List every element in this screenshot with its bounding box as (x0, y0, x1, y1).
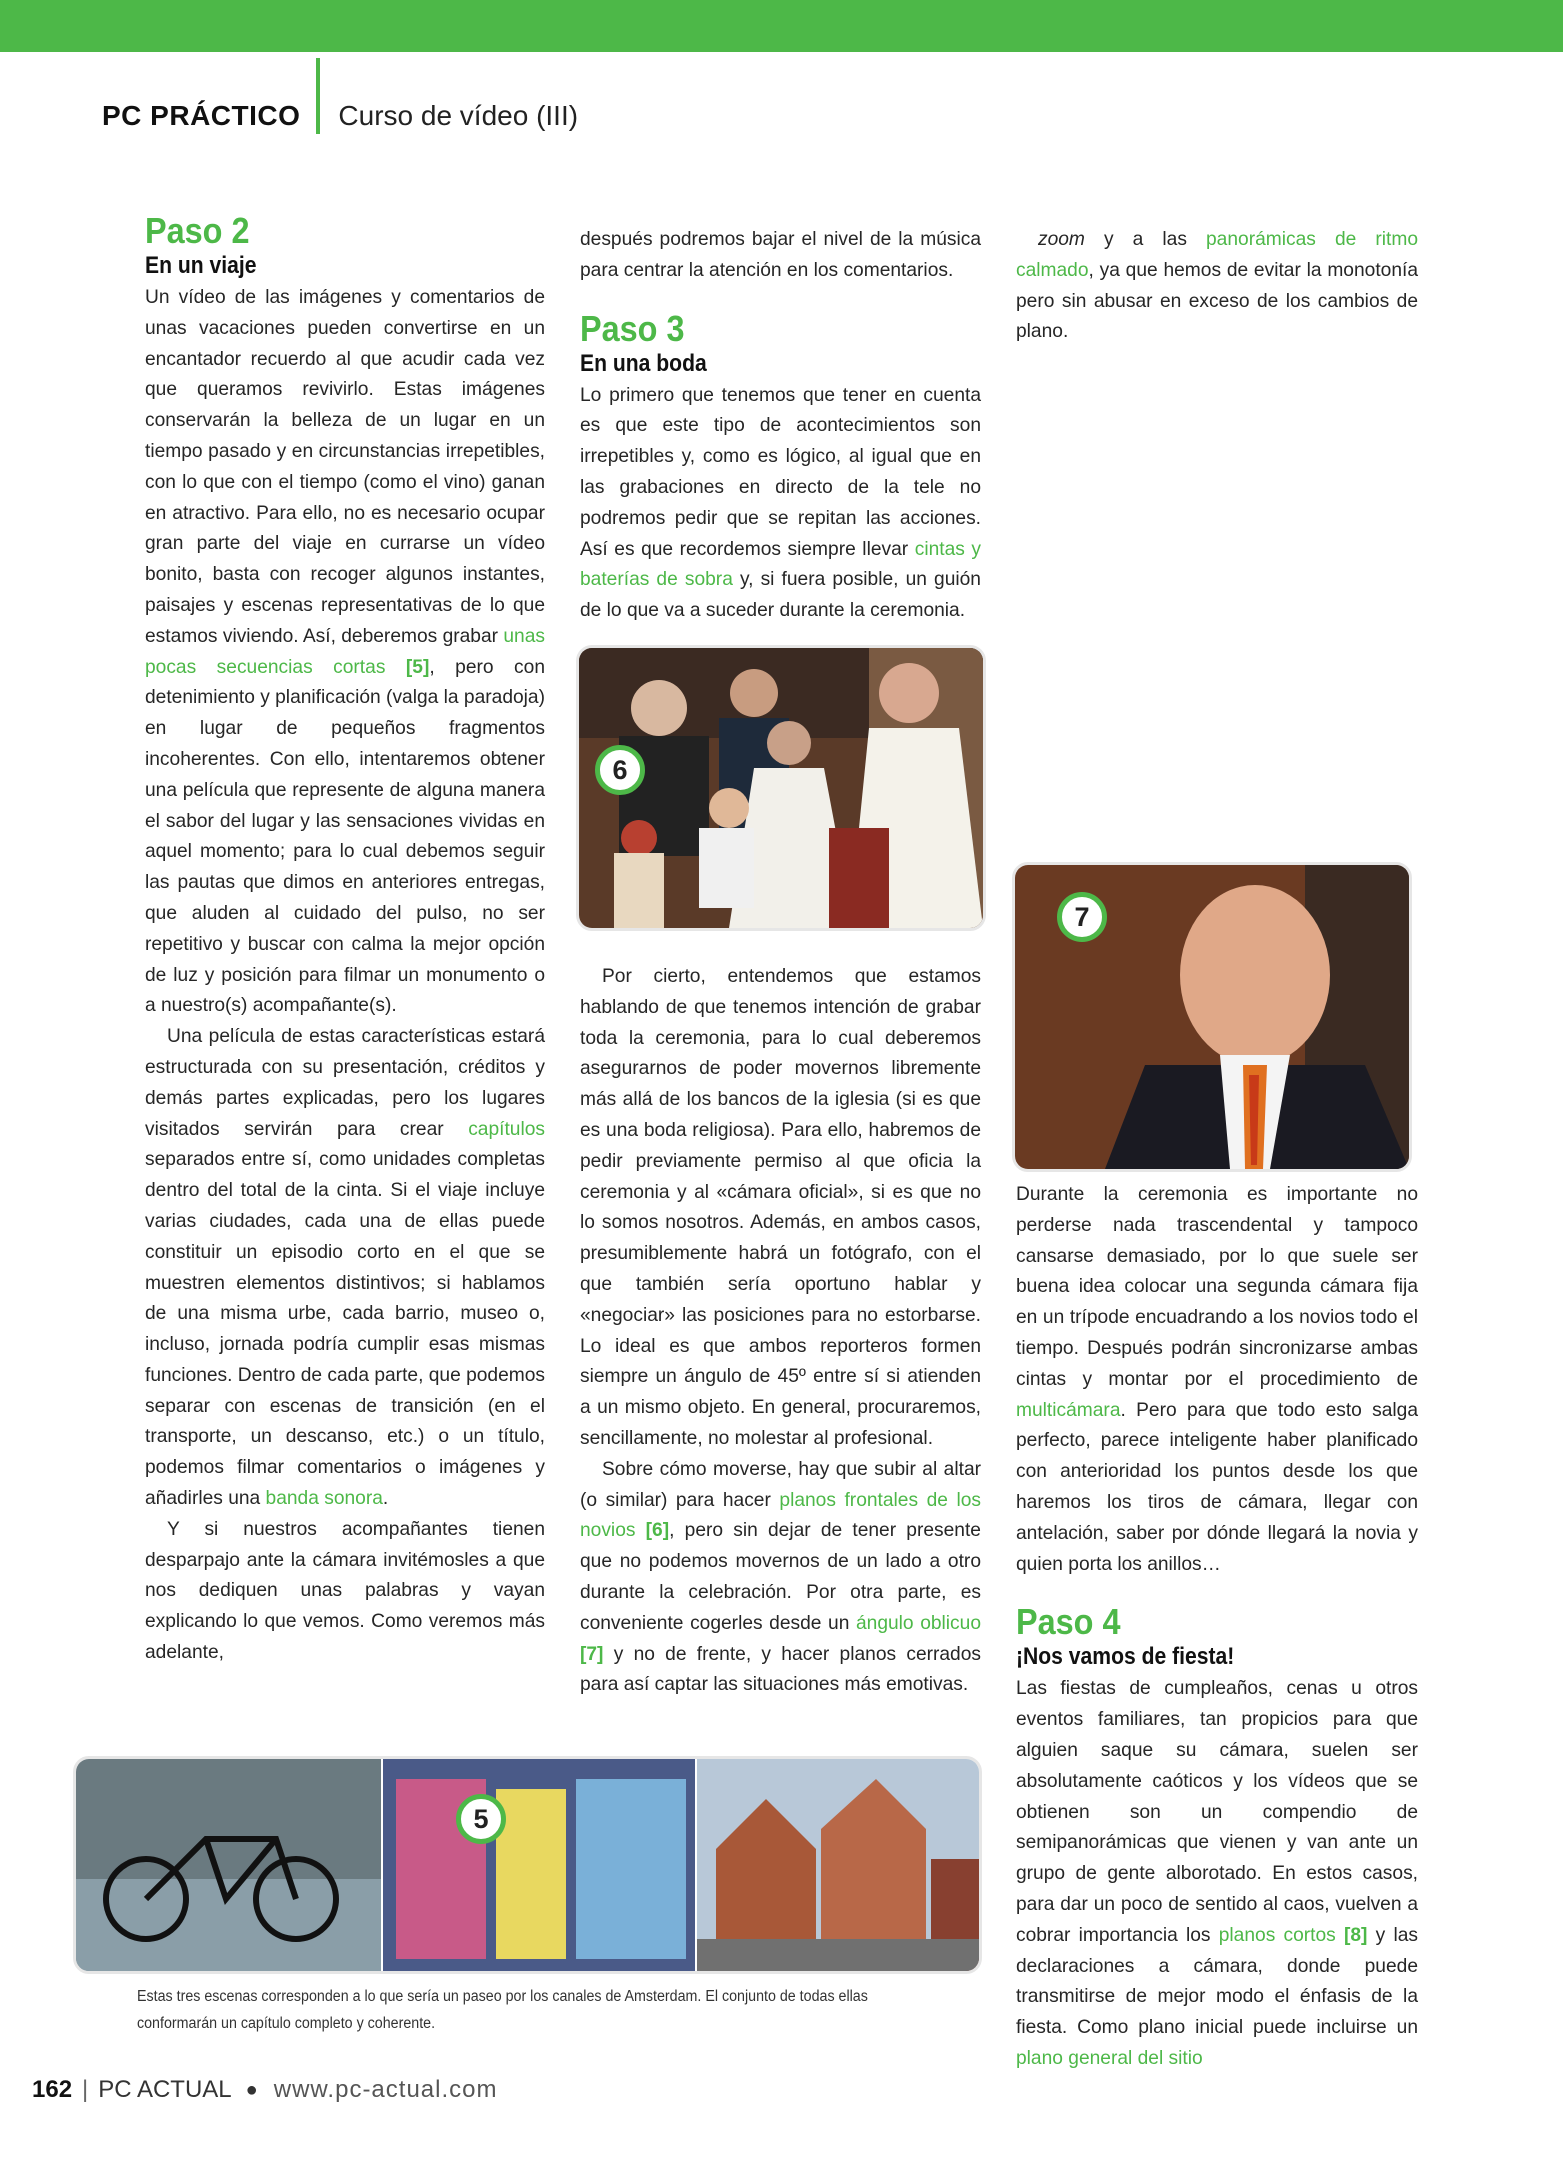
figure-badge-7: 7 (1057, 892, 1107, 942)
paragraph: Un vídeo de las imágenes y comentarios de unas vacaciones pueden convertirse en un encantador recuerdo al que acudir cada vez que queramos revivirlo. Estas imágenes conservarán la belleza de un lugar en un tiempo pasado y en circunstancias irrepetibles, con lo que con el tiempo (como el vino) ganan en atractivo. Para ello, no es necesario ocupar gran parte del viaje en currarse un vídeo bonito, basta con recoger algunos instantes, paisajes y escenas representativas de lo que estamos viviendo. Así, deberemos grabar unas pocas secuencias cortas [5], pero con detenimiento y planificación (valga la paradoja) en lugar de pequeños fragmentos incoherentes. Con ello, intentaremos obtener una película que represente de alguna manera el sabor del lugar y las sensaciones vividas en aquel momento; para lo cual debemos seguir las pautas que dimos en anteriores entregas, que aluden al cuidado del pulso, no ser repetitivo y buscar con calma la mejor opción de luz y posición para filmar un monumento o a nuestro(s) acompañante(s). (145, 287, 545, 1017)
page-footer (32, 2076, 497, 2104)
figure-ref: [6] (645, 1520, 670, 1542)
footer-separator: | (82, 2076, 89, 2103)
figure-ref: [8] (1343, 1924, 1368, 1946)
paragraph: Una película de estas características estará estructurada con su presentación, créditos y demás partes explicadas, pero los lugares visitados servirán para crear capítulos separados entre sí, como unidades completas dentro del total de la cinta. Si el viaje incluye varias ciudades, cada una de ellas puede constituir un episodio corto en el que se muestren elementos distintivos; si hablamos de una misma urbe, cada barrio, museo o, incluso, jornada podría cumplir esas mismas funciones. Dentro de cada parte, que podemos separar con escenas de transición (en el transporte, un descanso, etc.) o un título, podemos filmar comentarios o imágenes y añadirles una banda sonora. (145, 1026, 546, 1510)
paragraph: Lo primero que tenemos que tener en cuenta es que este tipo de acontecimientos son irrepetibles y, como es lógico, al igual que en las grabaciones en directo de la tele no podremos pedir que se repitan las acciones. Así es que recordemos siempre llevar cintas y baterías de sobra y, si fuera posible, un guión de lo que va a suceder durante la ceremonia. (580, 384, 981, 622)
step-2-heading: Paso 2 (145, 210, 250, 251)
step-3-heading: Paso 3 (580, 307, 685, 349)
highlight-link: cintas y baterías de sobra (580, 538, 981, 591)
step-4-heading: Paso 4 (1016, 1601, 1121, 1643)
section-label: PC PRÁCTICO (102, 100, 301, 131)
step-2-subheading: En un viaje (145, 252, 257, 279)
figure-badge-6: 6 (595, 745, 645, 795)
bullet-icon: ● (245, 2078, 258, 2101)
paragraph: Por cierto, entendemos que estamos hablando de que tenemos intención de grabar toda la ceremonia, para lo cual deberemos asegurarnos de poder movernos libremente más allá de los bancos de la iglesia (si es que es una boda religiosa). Para ello, habremos de pedir previamente permiso al que oficia la ceremonia y al «cámara oficial», si es que no lo somos nosotros. Además, en ambos casos, presumiblemente habrá un fotógrafo, con el que también sería oportuno hablar y «negociar» las posiciones para no estorbarse. Lo ideal es que ambos reporteros formen siempre un ángulo de 45º entre sí si atienden a un mismo objeto. En general, procuraremos, sencillamente, no molestar al profesional. (580, 966, 981, 1449)
column-3-lower (1016, 1180, 1418, 2075)
paragraph: después podremos bajar el nivel de la música para centrar la atención en los comentarios. (580, 229, 981, 281)
page-number: 162 (32, 2076, 73, 2103)
website-url[interactable]: www.pc-actual.com (273, 2076, 498, 2103)
wedding-photo (576, 645, 986, 931)
top-green-bar (0, 0, 1563, 52)
paragraph: zoom y a las panorámicas de ritmo calmado, ya que hemos de evitar la monotonía pero sin abusar en exceso de los cambios de plano. (1016, 229, 1418, 343)
highlight-link: banda sonora (265, 1488, 383, 1510)
header-divider (316, 58, 320, 134)
emphasis: zoom (1038, 229, 1085, 250)
step-3-subheading: En una boda (580, 349, 707, 377)
paragraph: Las fiestas de cumpleaños, cenas u otros eventos familiares, tan propicios para que alguien saque su cámara, suelen ser absolutamente caóticos y los vídeos que se obtienen son un compendio de semipanorámicas que vienen y van ante un grupo de gente alborotado. En estos casos, para dar un poco de sentido al caos, vuelven a cobrar importancia los planos cortos [8] y las declaraciones a cámara, donde puede transmitirse de mejor modo el énfasis de la fiesta. Como plano inicial puede incluirse un plano general del sitio (1016, 1678, 1418, 2069)
column-2-lower (580, 962, 981, 1701)
page-header (102, 96, 578, 136)
amsterdam-photo-illustration (76, 1759, 979, 1971)
highlight-link: plano general del sitio (1016, 2047, 1203, 2069)
figure-ref: [7] (580, 1643, 604, 1665)
wedding-photo-illustration (579, 648, 983, 928)
highlight-link: planos cortos (1218, 1924, 1336, 1946)
column-1 (145, 211, 545, 1669)
paragraph: Y si nuestros acompañantes tienen desparpajo ante la cámara invitémosles a que nos dediquen unas palabras y vayan explicando lo que vemos. Como veremos más adelante, (145, 1518, 545, 1664)
highlight-link: planos frontales de los novios (580, 1489, 981, 1542)
highlight-link: unas pocas secuencias cortas (145, 625, 545, 678)
article-title: Curso de vídeo (III) (338, 100, 579, 131)
photo-caption: Estas tres escenas corresponden a lo que sería un paseo por los canales de Amsterdam. El conjunto de todas ellas conformarán un capítulo completo y coherente. (137, 1988, 868, 2032)
highlight-link: panorámicas de ritmo calmado (1016, 229, 1418, 281)
figure-ref: [5] (405, 656, 430, 678)
highlight-link: multicámara (1016, 1399, 1121, 1421)
highlight-link: capítulos (468, 1118, 545, 1140)
paragraph: Sobre cómo moverse, hay que subir al altar (o similar) para hacer planos frontales de los novios [6], pero sin dejar de tener presente que no podemos movernos de un lado a otro durante la celebración. Por otra parte, es conveniente cogerles desde un ángulo oblicuo [7] y no de frente, y hacer planos cerrados para así captar las situaciones más emotivas. (580, 1458, 981, 1696)
column-2 (580, 225, 981, 627)
column-3 (1016, 225, 1418, 348)
step-4-subheading: ¡Nos vamos de fiesta! (1016, 1643, 1235, 1671)
highlight-link: ángulo oblicuo (855, 1612, 981, 1634)
figure-badge-5: 5 (456, 1794, 506, 1844)
paragraph: Durante la ceremonia es importante no perderse nada trascendental y tampoco cansarse demasiado, por lo que suele ser buena idea colocar una segunda cámara fija en un trípode encuadrando a los novios todo el tiempo. Después podrán sincronizarse ambas cintas y montar por el procedimiento de multicámara. Pero para que todo esto salga perfecto, parece inteligente haber planificado con anterioridad los puntos desde los que haremos los tiros de cámara, llegar con antelación, saber por dónde llegará la novia y quien porta los anillos… (1016, 1184, 1418, 1575)
amsterdam-photos (73, 1756, 982, 1974)
magazine-name: PC ACTUAL (98, 2076, 232, 2103)
